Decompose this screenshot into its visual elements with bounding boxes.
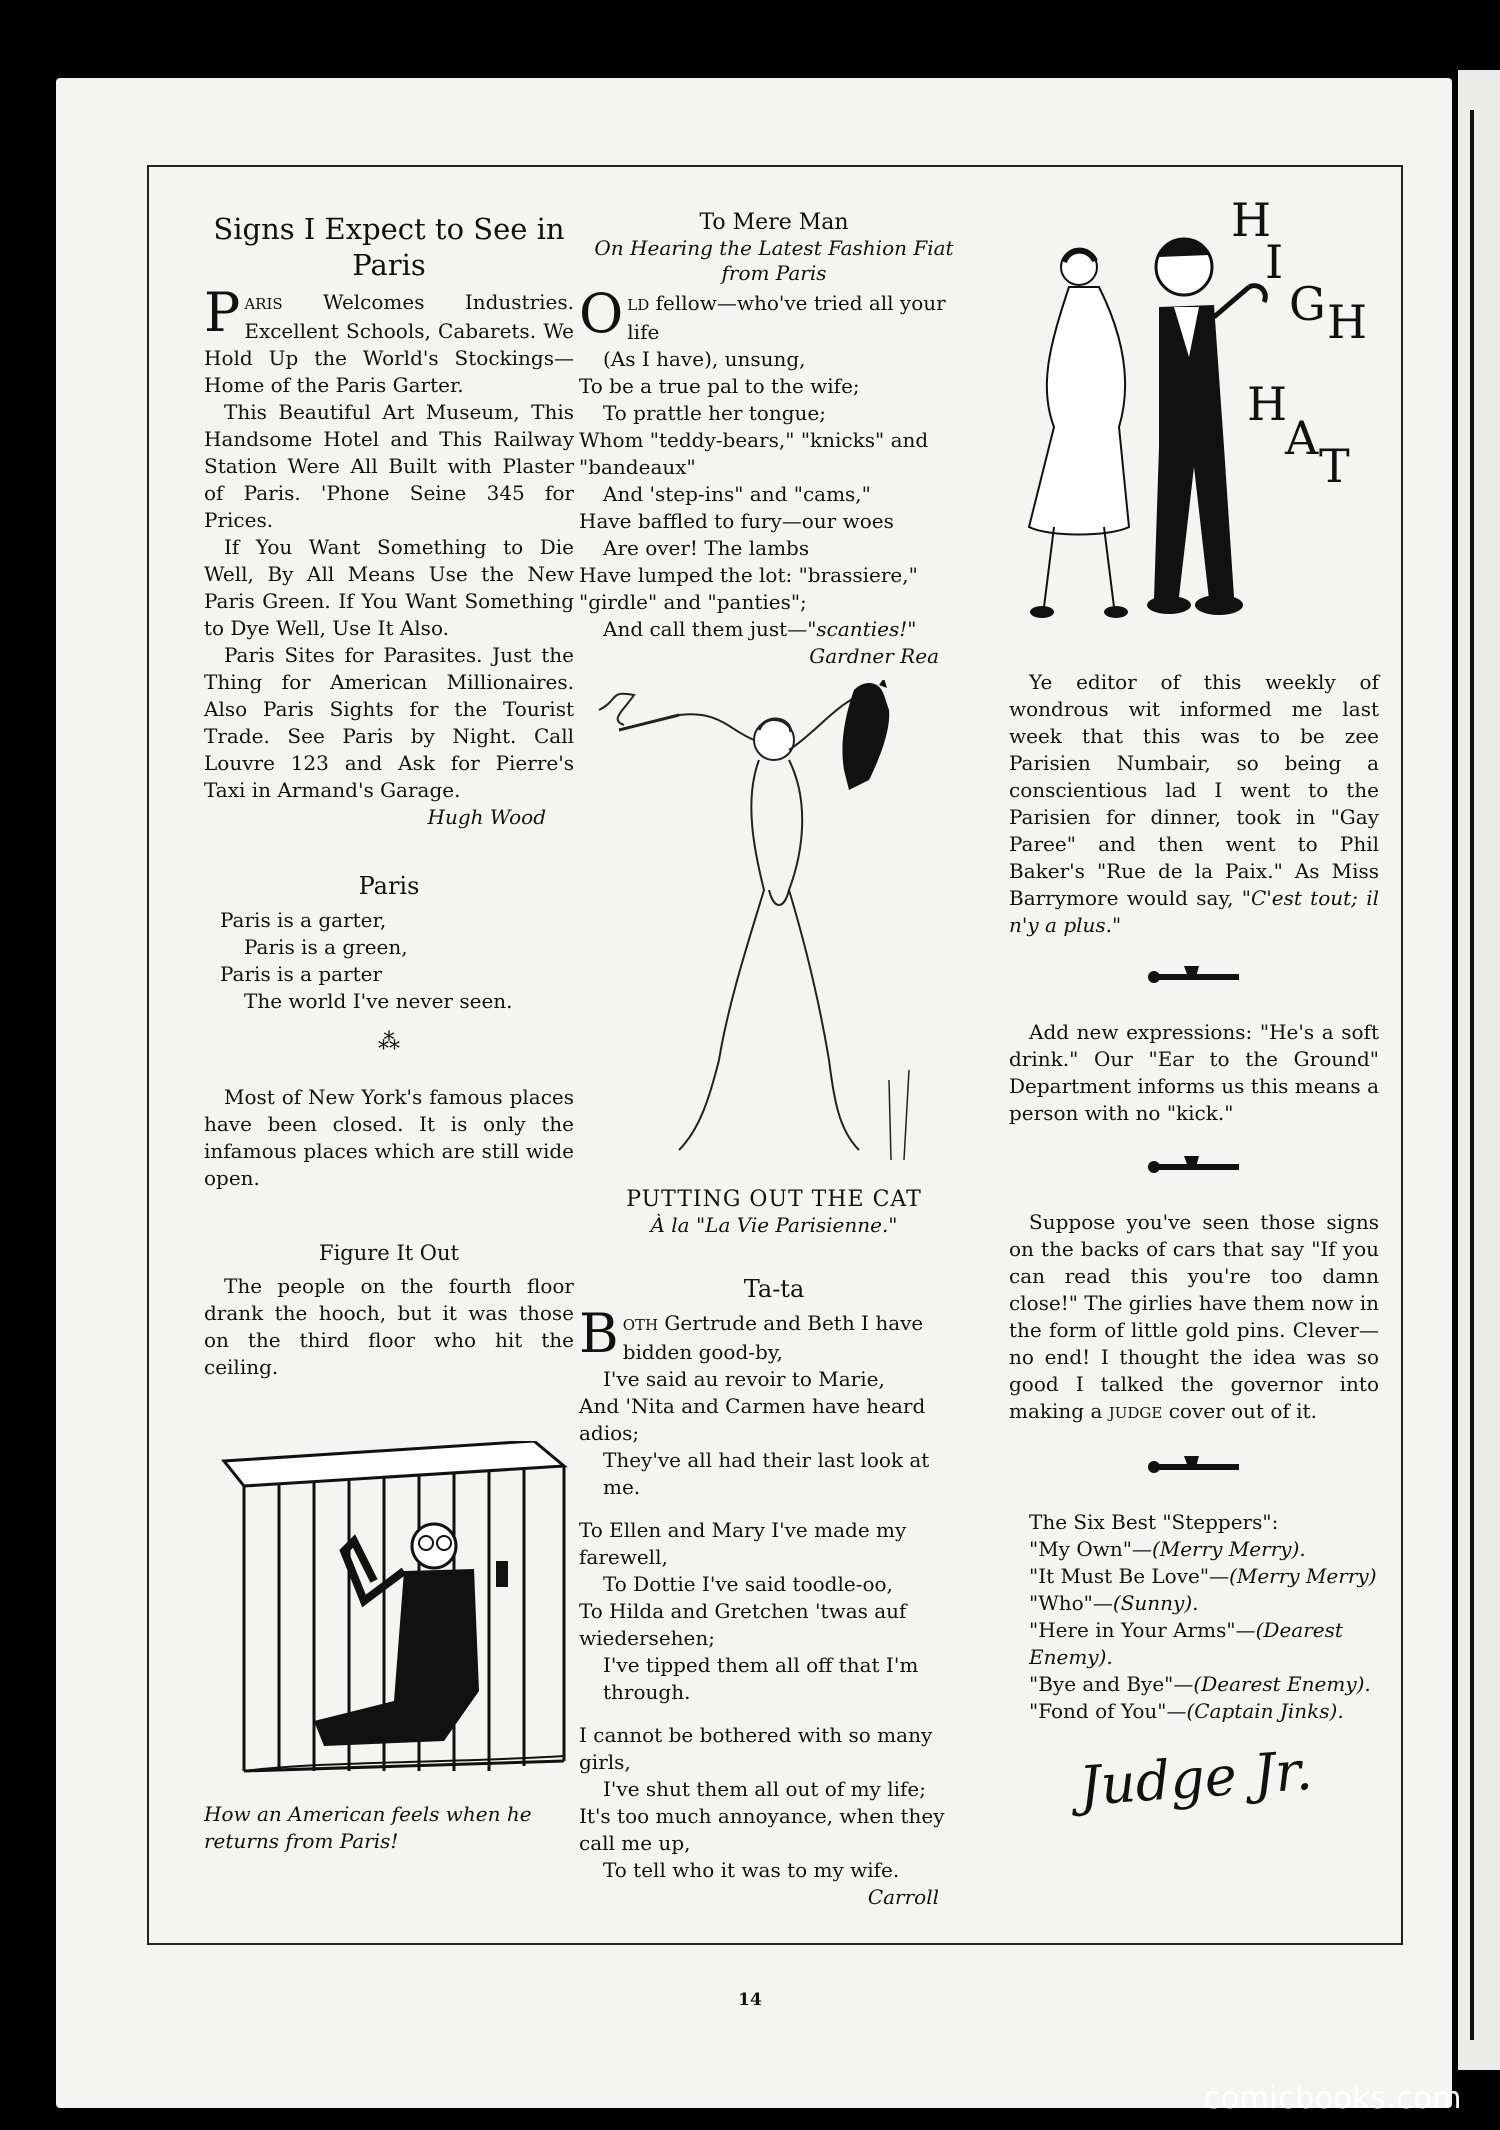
mere-man-poem: OLD fellow—who've tried all your life (As I have), unsung, To be a true pal to the wife; To prattle her tongue; Whom "teddy-bears," "knicks" and "bandeaux" And 'step-ins" and "cams," Have baffled to fury—our woes Are over! The lambs Have lumped the lot: "brassiere," "girdle" and "panties"; And call them just—"scanties!" [579,282,946,641]
pointing-hand-divider [1144,1451,1244,1481]
tata-poem: BOTH Gertrude and Beth I have bidden good-by, I've said au revoir to Marie, And 'Nita and Carmen have heard adios; They've all had their last look at me. To Ellen and Mary I've made my farewell, To Dottie I've said toodle-oo, To Hilda and Gretchen 'twas auf wiedersehen; I've tipped them all off that I'm through. I cannot be bothered with so many girls, I've shut them all out of my life; It's too much annoyance, when they call me up, To tell who it was to my wife. [579,1302,945,1882]
signs-paragraph-4: Paris Sites for Parasites. Just the Thing for American Millionaires. Also Paris Sights for the Tourist Trade. See Paris by Night. Call Louvre 123 and Ask for Pierre's Taxi in Armand's Garage. [204,643,574,802]
signs-paragraph-3: If You Want Something to Die Well, By All Means Use the New Paris Green. If You Want Something to Dye Well, Use It Also. [204,535,574,640]
judge-jr-signature: Judge Jr. [1077,1738,1315,1818]
paris-poem: Paris is a garter, Paris is a green, Paris is a parter The world I've never seen. [220,908,513,1013]
column-left [204,167,574,1855]
steppers-list: The Six Best "Steppers": "My Own"—(Merry Merry). "It Must Be Love"—(Merry Merry) "Who"—(Sunny). "Here in Your Arms"—(Dearest Enemy). "Bye and Bye"—(Dearest Enemy). "Fond of You"—(Captain Jinks). [1009,1509,1379,1725]
cat-subcaption: À la "La Vie Parisienne." [650,1213,898,1237]
drop-cap: B [579,1302,619,1365]
signs-title: Signs I Expect to See in Paris [213,212,565,282]
tata-author: Carroll [867,1885,939,1909]
cartoon-caption: How an American feels when he returns from Paris! [204,1802,532,1853]
paris-title: Paris [358,872,420,900]
drop-cap: O [579,282,624,345]
column-middle [579,167,969,1911]
column-right [1009,167,1379,1818]
signs-paragraph-2: This Beautiful Art Museum, This Handsome Hotel and This Railway Station Were All Built with Plaster of Paris. 'Phone Seine 345 for Prices. [204,400,574,532]
tata-title: Ta-ta [743,1275,805,1303]
dancing-couple-drawing [1009,227,1299,637]
pointing-hand-divider [1144,961,1244,991]
putting-out-cat-illustration [579,680,969,1180]
high-hat-illustration: H I G H H A T [1009,167,1379,637]
mere-man-author: Gardner Rea [809,644,939,668]
asterism-ornament: ⁂ [378,1030,400,1055]
steppers-title: The Six Best "Steppers": [1029,1510,1279,1534]
adjacent-page-edge [1458,70,1500,2070]
figure-it-out-title: Figure It Out [319,1241,459,1265]
mere-man-subtitle: On Hearing the Latest Fashion Fiat from Paris [594,236,954,285]
signs-paragraph-1: PARIS Welcomes Industries. Excellent Schools, Cabarets. We Hold Up the World's Stockings—Home of the Paris Garter. [204,281,574,397]
figure-it-out-text: The people on the fourth floor drank the hooch, but it was those on the third floor who hit the ceiling. [204,1274,574,1379]
expressions-paragraph: Add new expressions: "He's a soft drink." Our "Ear to the Ground" Department informs us this means a person with no "kick." [1009,1020,1379,1125]
drop-cap: P [204,281,241,344]
pointing-hand-divider [1144,1151,1244,1181]
caged-man-cartoon [204,1441,574,1791]
page-frame [147,165,1403,1945]
mere-man-title: To Mere Man [699,210,849,235]
editor-paragraph: Ye editor of this weekly of wondrous wit informed me last week that this was to be zee Parisien Numbair, so being a conscientious lad I went to the Parisien for dinner, took in "Gay Paree" and then went to Phil Baker's "Rue de la Paix." As Miss Barrymore would say, "C'est tout; il n'y a plus." [1009,670,1379,937]
watermark: comicbooks.com [1203,2081,1462,2116]
signs-author: Hugh Wood [427,805,546,829]
cat-caption: PUTTING OUT THE CAT [626,1187,922,1212]
page-number: 14 [738,1990,762,2010]
car-signs-paragraph: Suppose you've seen those signs on the backs of cars that say "If you can read this you're too damn close!" The girlies have them now in the form of little gold pins. Clever—no end! I thought the idea was so good I talked the governor into making a JUDGE cover out of it. [1009,1210,1379,1423]
new-york-paragraph: Most of New York's famous places have been closed. It is only the infamous places which are still wide open. [204,1085,574,1190]
